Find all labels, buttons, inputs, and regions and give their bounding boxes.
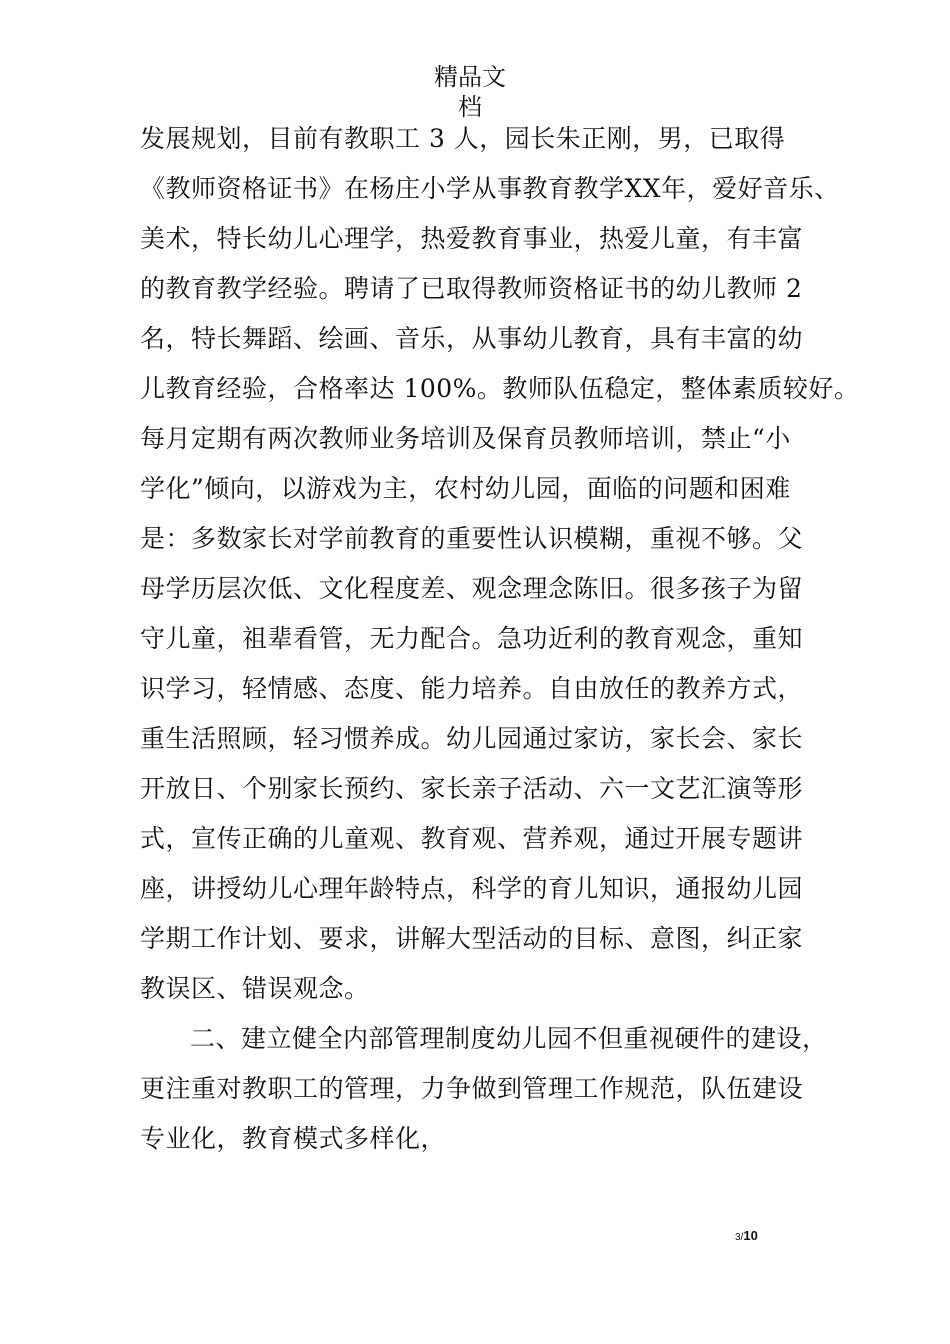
document-body — [140, 114, 860, 1164]
paragraph-start-line: 二、建立健全内部管理制度幼儿园不但重视硬件的建设， — [190, 1024, 828, 1053]
text-line: 更注重对教职工的管理，力争做到管理工作规范，队伍建设 — [140, 1074, 804, 1103]
text-line: 儿教育经验，合格率达 100%。教师队伍稳定，整体素质较好。 — [140, 374, 860, 403]
text-line: 是：多数家长对学前教育的重要性认识模糊，重视不够。父 — [140, 524, 804, 553]
text-line: 座，讲授幼儿心理年龄特点，科学的育儿知识，通报幼儿园 — [140, 874, 804, 903]
text-line: 美术，特长幼儿心理学，热爱教育事业，热爱儿童，有丰富 — [140, 224, 804, 253]
text-line: 《教师资格证书》在杨庄小学从事教育教学XX年，爱好音乐、 — [140, 174, 840, 203]
text-line: 的教育教学经验。聘请了已取得教师资格证书的幼儿教师 2 — [140, 274, 803, 303]
text-line: 开放日、个别家长预约、家长亲子活动、六一文艺汇演等形 — [140, 774, 804, 803]
text-line: 名，特长舞蹈、绘画、音乐，从事幼儿教育，具有丰富的幼 — [140, 324, 804, 353]
text-line: 每月定期有两次教师业务培训及保育员教师培训，禁止“小 — [140, 424, 791, 453]
text-line: 母学历层次低、文化程度差、观念理念陈旧。很多孩子为留 — [140, 574, 804, 603]
page-number — [735, 1228, 758, 1246]
text-line: 专业化，教育模式多样化， — [140, 1124, 447, 1153]
text-line: 式，宣传正确的儿童观、教育观、营养观，通过开展专题讲 — [140, 824, 804, 853]
page-number-total: 10 — [743, 1228, 758, 1243]
text-line: 守儿童，祖辈看管，无力配合。急功近利的教育观念，重知 — [140, 624, 804, 653]
page-number-current: 3/ — [735, 1232, 744, 1243]
page-header — [395, 62, 545, 122]
text-line: 重生活照顾，轻习惯养成。幼儿园通过家访，家长会、家长 — [140, 724, 804, 753]
text-line: 识学习，轻情感、态度、能力培养。自由放任的教养方式， — [140, 674, 804, 703]
header-line-1: 精品文 — [434, 63, 506, 91]
text-line: 发展规划，目前有教职工 3 人，园长朱正刚，男，已取得 — [140, 124, 786, 153]
text-line: 教误区、错误观念。 — [140, 974, 370, 1003]
text-line: 学期工作计划、要求，讲解大型活动的目标、意图，纠正家 — [140, 924, 804, 953]
text-line: 学化”倾向，以游戏为主，农村幼儿园，面临的问题和困难 — [140, 474, 791, 503]
header-line-2: 档 — [458, 93, 482, 121]
